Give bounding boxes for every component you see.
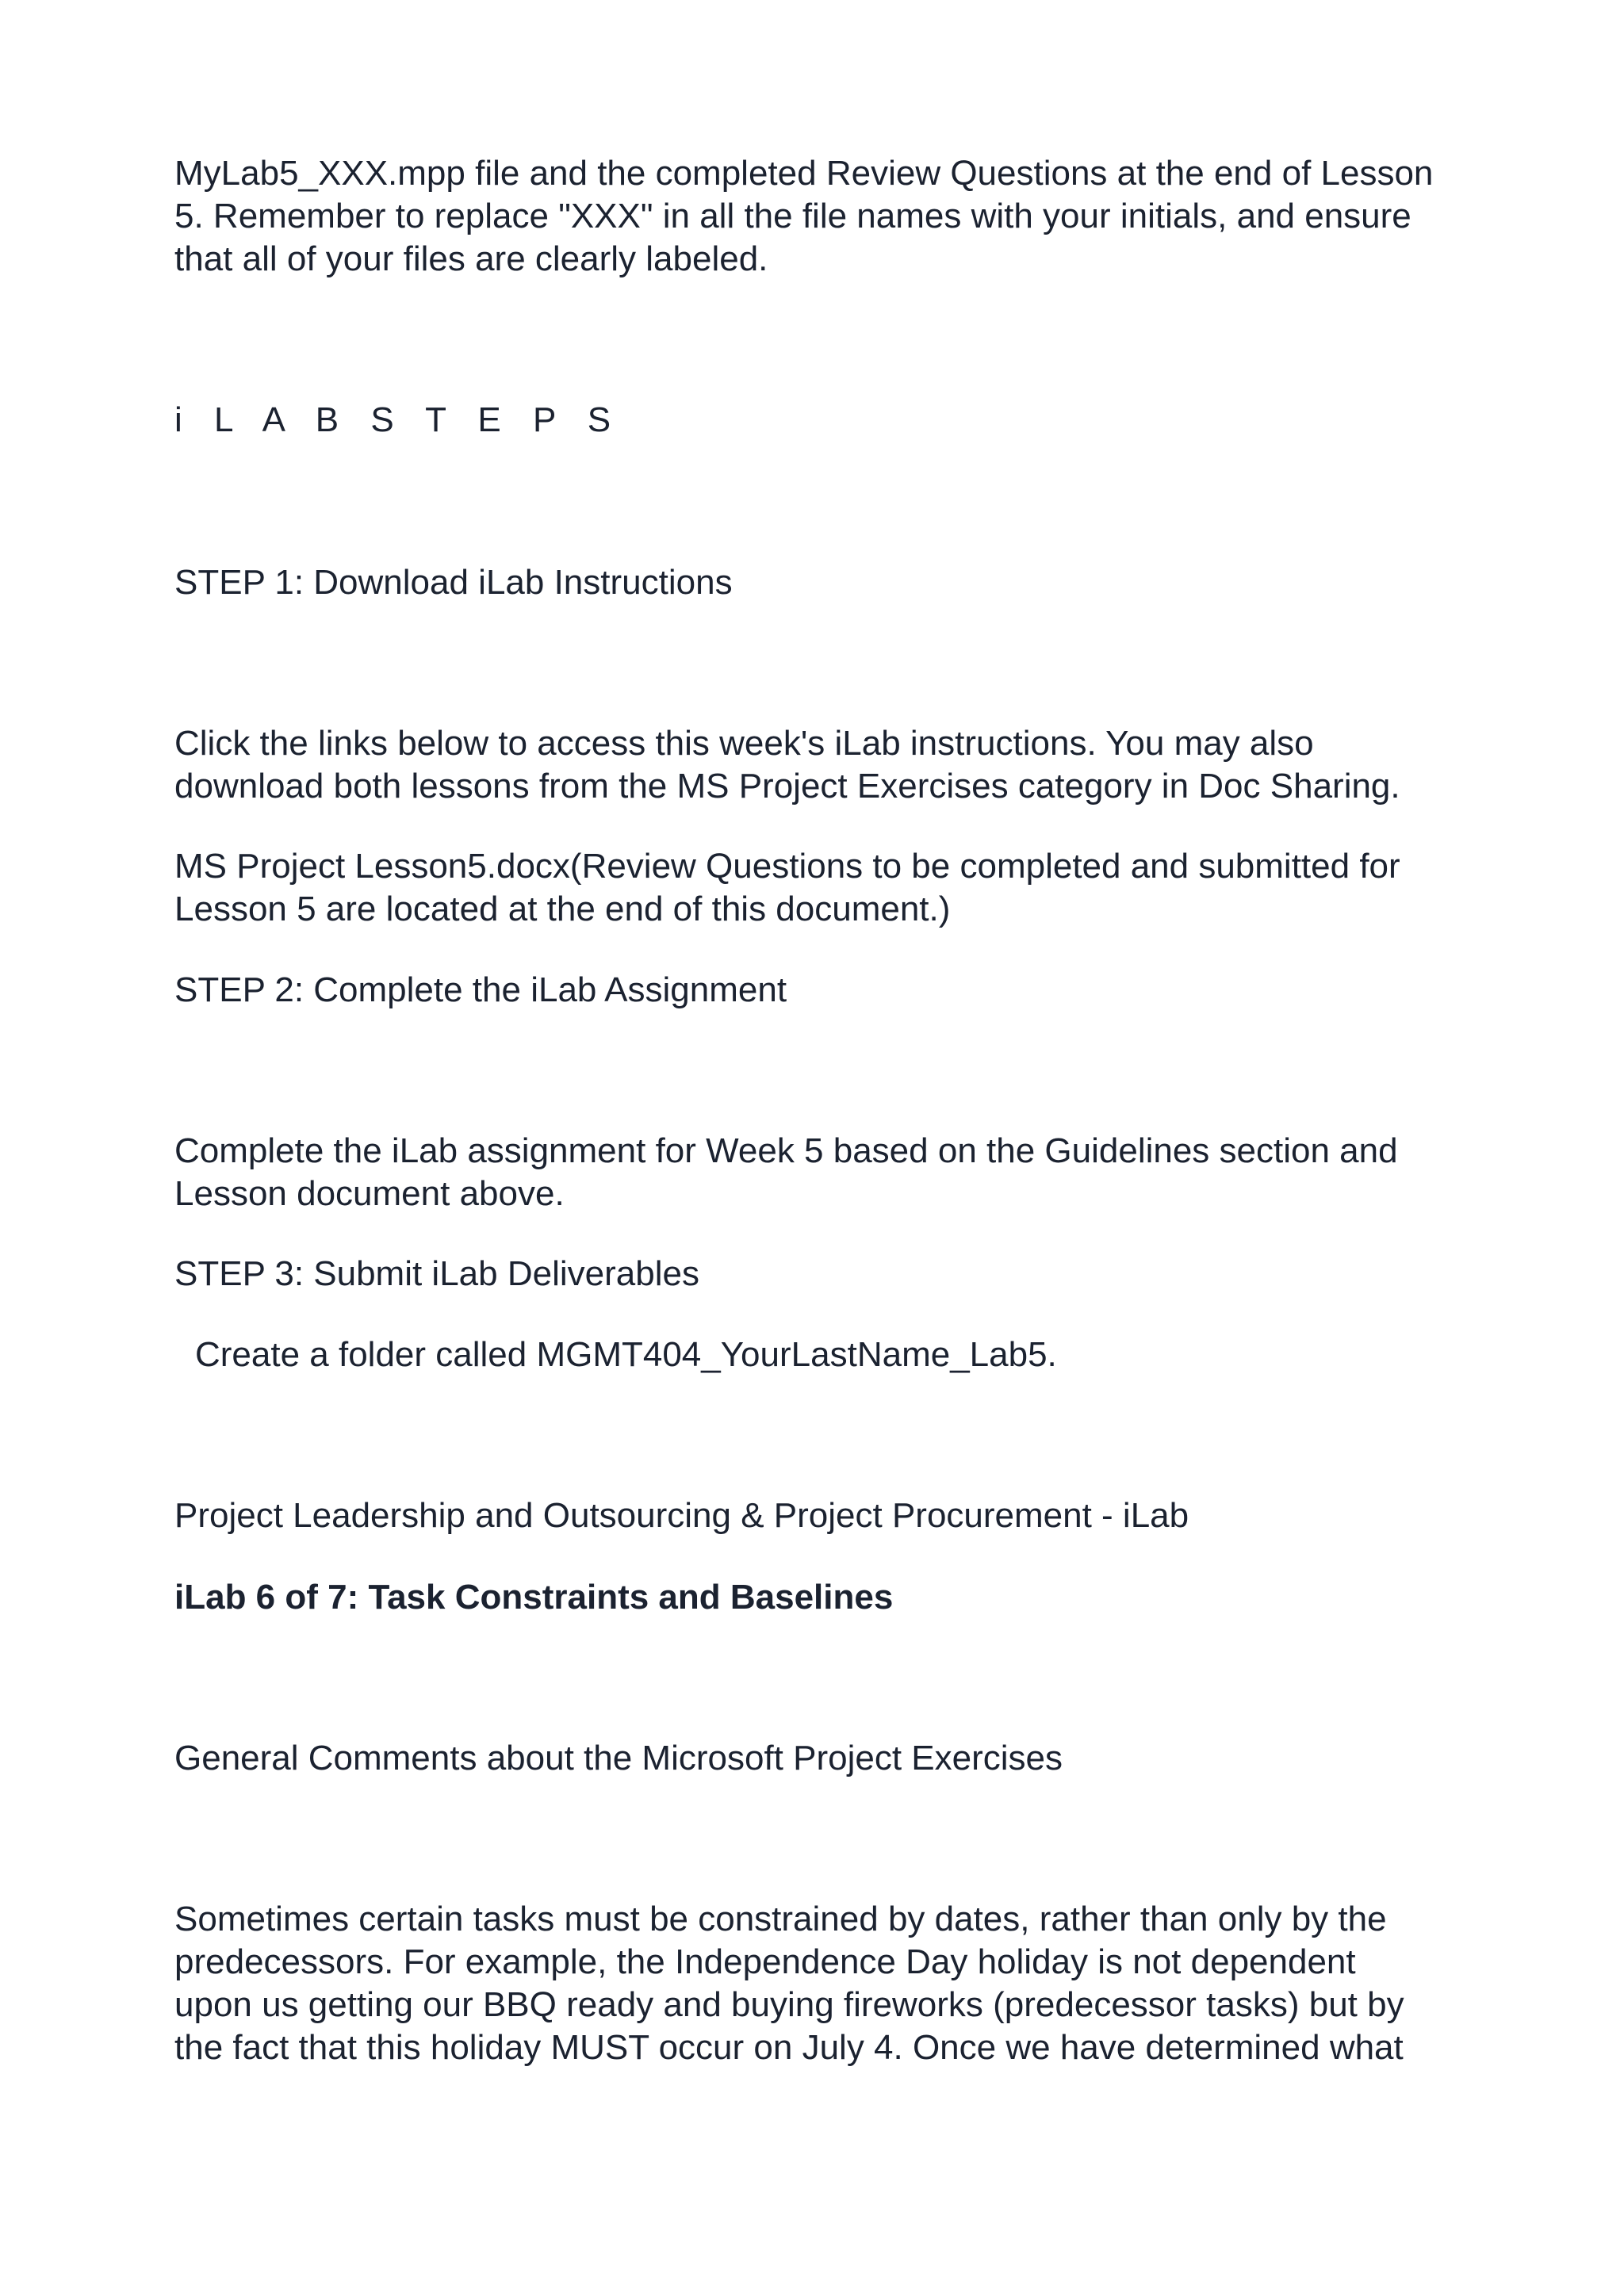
intro-paragraph: MyLab5_XXX.mpp file and the completed Review Questions at the end of Lesson 5. Remember to replace "XXX" in all the file names with your initials, and ensure that all of your files are clearly labeled. — [174, 154, 1434, 278]
step3-heading: STEP 3: Submit iLab Deliverables — [174, 1254, 699, 1293]
step1-paragraph: Click the links below to access this week's iLab instructions. You may also download both lessons from the MS Project Exercises category in Doc Sharing. — [174, 724, 1400, 806]
ilab-steps-heading: i L A B S T E P S — [174, 400, 622, 439]
general-comments-heading: General Comments about the Microsoft Project Exercises — [174, 1739, 1063, 1777]
lesson-link-paragraph: MS Project Lesson5.docx(Review Questions to be completed and submitted for Lesson 5 are located at the end of this document.) — [174, 847, 1400, 928]
ilab6-heading: iLab 6 of 7: Task Constraints and Baselines — [174, 1578, 894, 1617]
section-title: Project Leadership and Outsourcing & Project Procurement - iLab — [174, 1496, 1189, 1535]
step2-paragraph: Complete the iLab assignment for Week 5 based on the Guidelines section and Lesson document above. — [174, 1131, 1398, 1213]
step2-heading: STEP 2: Complete the iLab Assignment — [174, 970, 787, 1009]
step3-item: Create a folder called MGMT404_YourLastName_Lab5. — [195, 1335, 1057, 1374]
constraints-paragraph: Sometimes certain tasks must be constrained by dates, rather than only by the predecessors. For example, the Independence Day holiday is not dependent upon us getting our BBQ ready and buying fireworks (predecessor tasks) but by the fact that this holiday MUST occur on July 4. Once we have determined what — [174, 1900, 1404, 2067]
step1-heading: STEP 1: Download iLab Instructions — [174, 563, 733, 602]
